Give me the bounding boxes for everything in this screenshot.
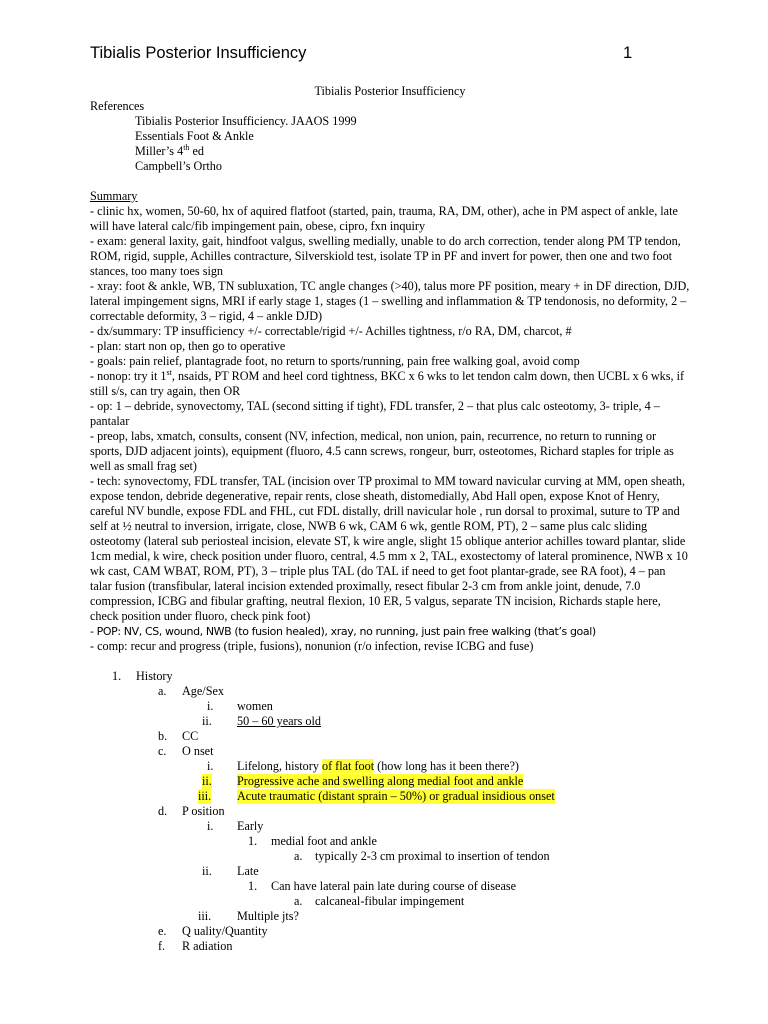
references-heading: References (90, 99, 145, 113)
reference-item: Tibialis Posterior Insufficiency. JAAOS 1999 (135, 114, 357, 128)
outline-text: O nset (182, 744, 214, 758)
outline-text: R adiation (182, 939, 233, 953)
outline-item (90, 834, 690, 849)
outline-number: f. (158, 939, 166, 953)
outline-number: d. (158, 804, 168, 818)
summary-line: - exam: general laxity, gait, hindfoot valgus, swelling medially, unable to do arch correction, tender along PM TP tendon, ROM, rigid, supple, Achilles contracture, Silverskiold test, isolate TP in PF and invert for power, then one and two foot stances, too many toes sign (90, 234, 681, 278)
outline-item (90, 924, 690, 939)
reference-miller-suffix: ed (189, 144, 204, 158)
outline-item (90, 684, 690, 699)
outline-text (237, 759, 519, 774)
document-title: Tibialis Posterior Insufficiency (314, 84, 466, 98)
reference-item (90, 144, 690, 159)
header-title: Tibialis Posterior Insufficiency (90, 44, 307, 62)
highlighted-text: of flat foot (321, 759, 375, 773)
outline-number: a. (294, 849, 303, 863)
onset-text: Lifelong, history (237, 759, 322, 773)
onset-text: Progressive (237, 774, 297, 788)
reference-item: Campbell’s Ortho (135, 159, 222, 173)
summary-line: - op: 1 – debride, synovectomy, TAL (second sitting if tight), FDL transfer, 2 – that plus calc osteotomy, 3- triple, 4 – pantalar (90, 399, 660, 428)
summary-line: - plan: start non op, then go to operative (90, 339, 286, 353)
outline-item (90, 759, 690, 774)
outline-item (90, 819, 690, 834)
outline-number: i. (207, 759, 214, 773)
summary-line: - xray: foot & ankle, WB, TN subluxation, TC angle changes (>40), talus more PF position, meary + in DF direction, DJD, lateral impingement signs, MRI if early stage 1, stages (1 – swelling and inflammation & TP tendonosis, no deformity, 2 – correctable deformity, 3 – rigid, 4 – ankle DJD) (90, 279, 690, 323)
nonop-text-rest: , nsaids, PT ROM and heel cord tightness, BKC x 6 wks to let tendon calm down, then UCBL x 6 wks, if still s/s, can try again, then OR (90, 369, 685, 398)
outline-number: i. (207, 819, 214, 833)
summary-line: - POP: NV, CS, wound, NWB (to fusion healed), xray, no running, just pain free walking (that’s goal) (90, 625, 596, 638)
outline-number: 1. (112, 669, 122, 683)
onset-text-rest: (how long has it been there?) (374, 759, 519, 773)
nonop-text: - nonop: try it 1 (90, 369, 167, 383)
reference-miller-prefix: Miller’s 4 (135, 144, 184, 158)
outline-number: 1. (248, 879, 258, 893)
outline-text (237, 774, 523, 789)
outline-text: Multiple jts? (237, 909, 299, 923)
outline-number: ii. (202, 714, 212, 728)
outline-item (90, 894, 690, 909)
summary-line: - preop, labs, xmatch, consults, consent (NV, infection, medical, non union, pain, recurrence, no return to running or sports, DJD adjacent joints), equipment (fluoro, 4.5 cann screws, rongeur, burr, osteotomes, Richard staples for triple as well as small frag set) (90, 429, 674, 473)
outline-text: Can have lateral pain late during course of disease (271, 879, 517, 893)
outline-number: ii. (202, 774, 212, 788)
outline-text: Q uality/Quantity (182, 924, 268, 938)
nonop-sup: st (166, 367, 172, 377)
outline-text: P osition (182, 804, 225, 818)
outline-number: i. (207, 699, 214, 713)
outline-text: Age/Sex (182, 684, 224, 698)
outline-number: ii. (202, 864, 212, 878)
summary-line (90, 369, 690, 399)
outline-item (90, 939, 690, 954)
outline-text: calcaneal-fibular impingement (315, 894, 465, 908)
outline-text: CC (182, 729, 199, 743)
outline-item (90, 849, 690, 864)
outline-text: 50 – 60 years old (237, 714, 321, 728)
summary-line: - comp: recur and progress (triple, fusions), nonunion (r/o infection, revise ICBG and fuse) (90, 639, 534, 653)
outline-number: e. (158, 924, 167, 938)
summary-line: - dx/summary: TP insufficiency +/- correctable/rigid +/- Achilles tightness, r/o RA, DM, charcot, # (90, 324, 572, 338)
summary-line: - clinic hx, women, 50-60, hx of aquired flatfoot (started, pain, trauma, RA, DM, other), ache in PM aspect of ankle, late will have lateral calc/fib impingement pain, obese, cipro, fxn inquiry (90, 204, 678, 233)
outline-text: women (237, 699, 273, 713)
outline-item (90, 879, 690, 894)
summary-heading: Summary (90, 189, 138, 203)
outline-number: iii. (198, 789, 212, 803)
outline-item (90, 804, 690, 819)
reference-miller-sup: th (183, 142, 190, 152)
outline-number: 1. (248, 834, 258, 848)
outline-item (90, 789, 690, 804)
outline-item (90, 669, 690, 684)
summary-line: - goals: pain relief, plantagrade foot, no return to sports/running, pain free walking goal, avoid comp (90, 354, 580, 368)
outline-item (90, 774, 690, 789)
outline-number: a. (294, 894, 303, 908)
outline-text: medial foot and ankle (271, 834, 377, 848)
outline-item (90, 699, 690, 714)
page-number: 1 (623, 44, 633, 62)
outline-text: History (136, 669, 173, 683)
highlighted-text: ache and swelling along medial foot and ankle (296, 774, 524, 788)
outline-item (90, 744, 690, 759)
outline-item (90, 909, 690, 924)
outline-item (90, 714, 690, 729)
outline-text: typically 2-3 cm proximal to insertion of tendon (315, 849, 550, 863)
summary-line: - tech: synovectomy, FDL transfer, TAL (incision over TP proximal to MM toward navicular curving at MM, open sheath, expose tendon, debride degenerative, repair rents, close sheath, distomedially, Abd Hall open, expose Knot of Henry, careful NV bundle, expose FDL and FHL, cut FDL distally, drill navicular hole , run dorsal to proximal, suture to TP and self at ½ neutral to inversion, irrigate, close, NWB 6 wk, CAM 6 wk, gentle ROM, PT), 2 – same plus calc sliding osteotomy (lateral sub periosteal incision, elevate ST, k wire angle, slight 15 oblique anterior achilles toward plantar, slide 1cm medial, k wire, check position under fluoro, central, 4.5 mm x 2, TAL, exostectomy of lateral prominence, NWB x 10 wk cast, CAM WBAT, ROM, PT), 3 – triple plus TAL (do TAL if need to get foot plantar-grade, see RA foot), 4 – pan talar fusion (transfibular, lateral incision extended proximally, resect fibular 2-3 cm from ankle joint, denude, 7.0 compression, ICBG and fibular grafting, neutral flexion, 10 ER, 5 valgus, separate TN incision, Richards staple here, check position under fluoro, check pink foot) (90, 474, 688, 623)
outline-text: Late (237, 864, 259, 878)
outline-number: a. (158, 684, 167, 698)
outline-text: Early (237, 819, 264, 833)
outline-item (90, 729, 690, 744)
outline-number: c. (158, 744, 167, 758)
outline-number: iii. (198, 909, 212, 923)
highlighted-text: Acute traumatic (distant sprain – 50%) or gradual insidious onset (237, 789, 555, 803)
reference-item: Essentials Foot & Ankle (135, 129, 254, 143)
outline-item (90, 864, 690, 879)
outline-number: b. (158, 729, 168, 743)
document-body (90, 84, 690, 954)
